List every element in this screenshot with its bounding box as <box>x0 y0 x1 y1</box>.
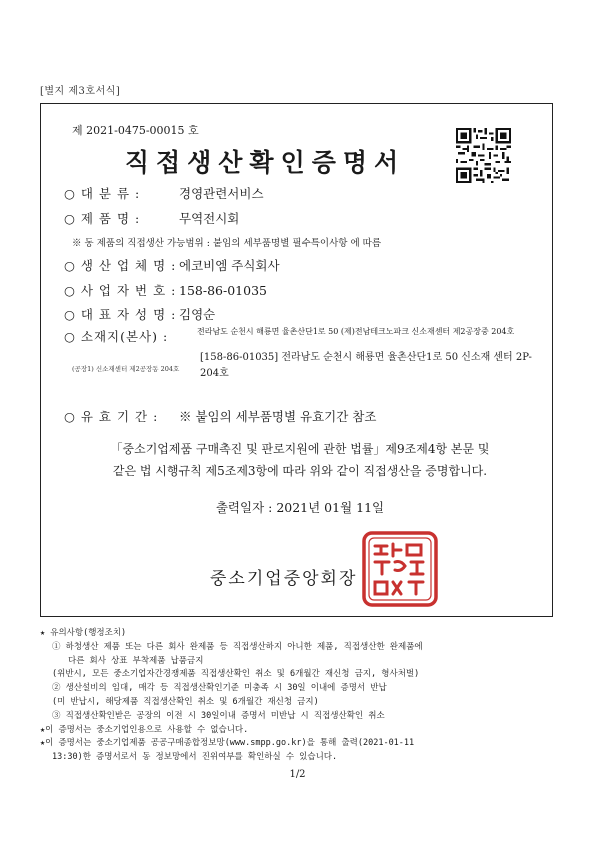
field-validity-label: ○ 유 효 기 간 : <box>64 409 159 424</box>
field-ceo-value: 김영순 <box>179 307 216 322</box>
field-validity-value: ※ 붙임의 세부품명별 유효기간 참조 <box>179 409 377 424</box>
field-address-value: 전라남도 순천시 해룡면 율촌산단1로 50 (제)전남테크노파크 신소재센터 제2공장중 204호 <box>197 327 515 336</box>
field-ceo <box>64 305 215 323</box>
field-company <box>64 256 280 274</box>
issuer-name: 중소기업중앙회장 <box>210 569 358 589</box>
field-address-label: ○ 소재지(본사) : <box>64 329 169 344</box>
field-product <box>64 209 239 227</box>
field-company-label: ○ 생 산 업 체 명 : <box>64 258 177 273</box>
field-product-value: 무역전시회 <box>179 211 240 226</box>
field-factory-value: [158-86-01035] 전라남도 순천시 해룡면 율촌산단1로 50 신소재 센터 2P-204호 <box>200 352 532 379</box>
field-category-value: 경영관련서비스 <box>179 186 264 201</box>
field-validity <box>64 407 376 425</box>
official-seal-icon <box>361 530 439 608</box>
note-star-2-continued: 13:30)한 증명서로서 동 정보망에서 진위여부를 확인하실 수 있습니다. <box>52 752 338 763</box>
form-number: [별지 제3호서식] <box>40 86 121 97</box>
note-1: ① 하청생산 제품 또는 다른 회사 완제품 등 직접생산하지 아니한 제품, 직접생산한 완제품에 <box>52 641 423 652</box>
notes-section <box>40 627 565 765</box>
issue-date: 출력일자 : 2021년 01월 11일 <box>215 500 385 515</box>
certification-statement-line-2: 같은 법 시행규칙 제5조제3항에 따라 위와 같이 직접생산을 증명합니다. <box>112 464 488 478</box>
certificate-number: 제 2021-0475-00015 호 <box>72 124 199 137</box>
certification-statement <box>75 438 525 482</box>
qr-code-icon <box>456 128 511 183</box>
field-product-label: ○ 제 품 명 : <box>64 211 141 226</box>
field-business-number-label: ○ 사 업 자 번 호 : <box>64 283 177 298</box>
production-scope-note: ※ 동 제품의 직접생산 가능범위 : 붙임의 세부품명별 필수특이사항 에 따름 <box>72 238 382 249</box>
field-address <box>64 327 179 345</box>
field-business-number-value: 158-86-01035 <box>179 283 267 298</box>
field-company-value: 에코비엠 주식회사 <box>179 258 280 273</box>
field-category-label: ○ 대 분 류 : <box>64 186 141 201</box>
field-ceo-label: ○ 대 표 자 성 명 : <box>64 307 177 322</box>
note-1-penalty: (위반시, 모든 중소기업자간경쟁제품 직접생산확인 취소 및 6개월간 재신청 금지, 형사처벌) <box>52 669 420 680</box>
note-3: ③ 직접생산확인받은 공장의 이전 시 30일이내 증명서 미반납 시 직접생산확인 취소 <box>52 710 385 721</box>
note-star-2: ★이 증명서는 중소기업제품 공공구매종합정보망(www.smpp.go.kr)을 통해 출력(2021-01-11 <box>40 738 415 749</box>
note-star-1: ★이 증명서는 중소기업인용으로 사용할 수 없습니다. <box>40 724 249 735</box>
field-business-number <box>64 281 267 299</box>
field-category <box>64 184 264 202</box>
note-1-continued: 다른 회사 상표 부착제품 납품금지 <box>68 655 204 666</box>
certification-statement-line-1: 「중소기업제품 구매촉진 및 판로지원에 관한 법률」제9조제4항 본문 및 <box>110 442 490 456</box>
note-2: ② 생산설비의 임대, 매각 등 직접생산확인기준 미충족 시 30일 이내에 증명서 반납 <box>52 683 387 694</box>
document-title: 직접생산확인증명서 <box>124 148 406 177</box>
field-factory-label: (공장1) 신소재센터 제2공장동 204호 <box>72 365 180 373</box>
notes-header: ★ 유의사항(행정조치) <box>40 628 127 638</box>
note-2-penalty: (미 반납시, 해당제품 직접생산확인 취소 및 6개월간 재신청 금지) <box>52 696 319 707</box>
page-number: 1/2 <box>289 769 306 780</box>
